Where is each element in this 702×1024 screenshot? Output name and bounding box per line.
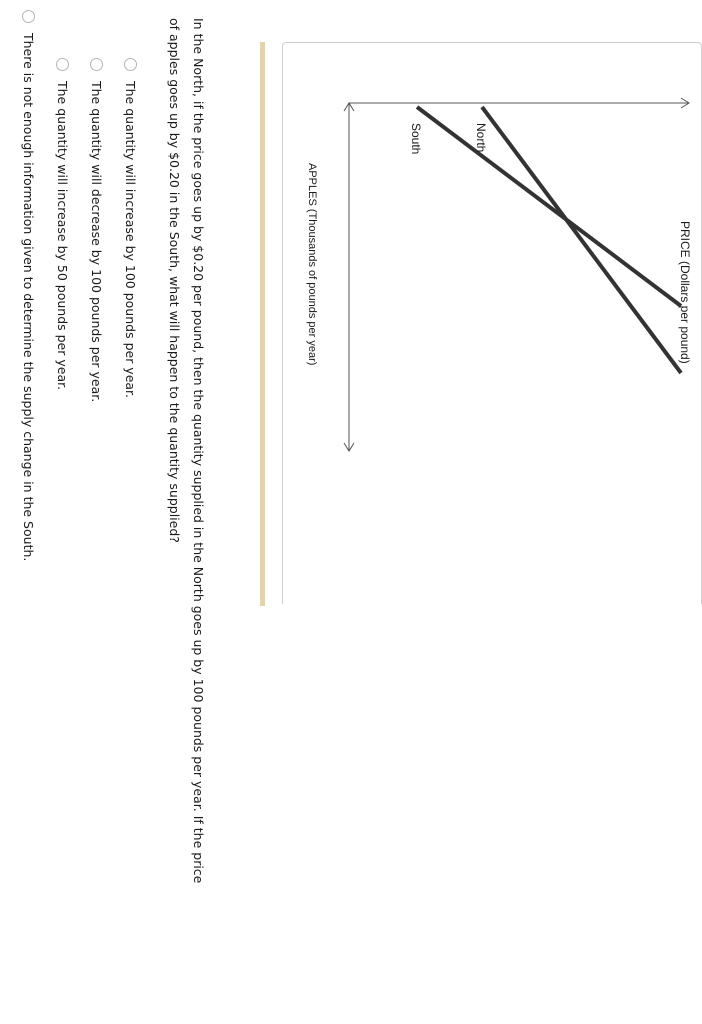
option-label: The quantity will decrease by 100 pounds per year. [89, 81, 105, 403]
option-label: The quantity will increase by 100 pounds per year. [123, 81, 139, 399]
option-not-enough-info[interactable] [12, 0, 46, 900]
supply-graph [281, 43, 701, 605]
question-text: In the North, if the price goes up by $0.20 per pound, then the quantity supplied in the North goes up by 100 pounds per year. If the price of apples goes up by $0.20 in the South, what will happen to the quantity supplied? [167, 18, 206, 884]
south-supply-curve [417, 107, 681, 306]
option-increase-100[interactable] [114, 0, 148, 900]
option-increase-50[interactable] [46, 0, 80, 900]
radio-button[interactable] [125, 58, 138, 71]
radio-button[interactable] [23, 10, 36, 23]
accent-divider [260, 42, 265, 606]
option-label: There is not enough information given to determine the supply change in the South. [21, 33, 37, 562]
north-supply-curve [482, 107, 681, 373]
x-axis-label: APPLES (Thousands of pounds per year) [306, 163, 318, 366]
y-axis-label: PRICE (Dollars per pound) [678, 221, 692, 364]
south-curve-label: South [409, 123, 423, 155]
option-label: The quantity will increase by 50 pounds per year. [55, 81, 71, 391]
north-curve-label: North [474, 123, 488, 153]
radio-button[interactable] [91, 58, 104, 71]
answer-options [12, 0, 148, 900]
option-decrease-100[interactable] [80, 0, 114, 900]
radio-button[interactable] [57, 58, 70, 71]
graph-panel [282, 42, 702, 604]
